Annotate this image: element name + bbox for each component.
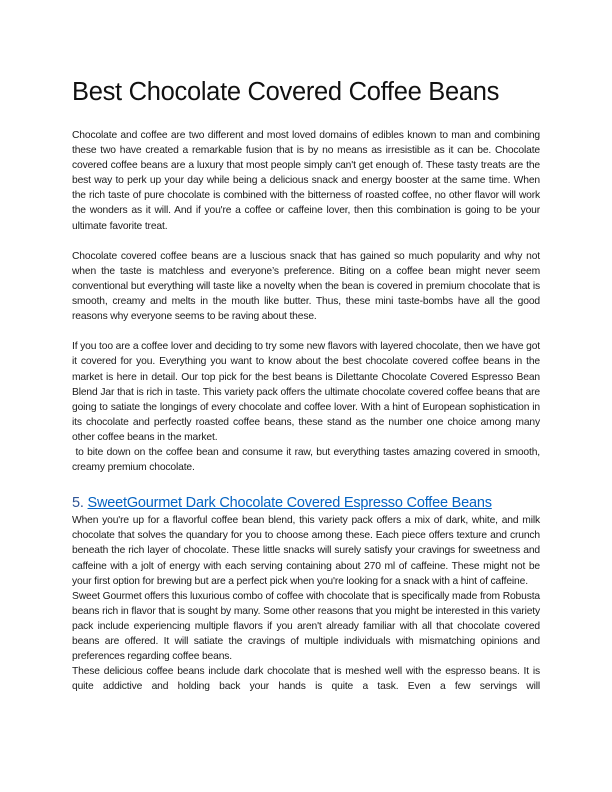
page-title: Best Chocolate Covered Coffee Beans — [72, 78, 500, 106]
section-paragraph: Sweet Gourmet offers this luxurious combo of coffee with chocolate that is specifically made from Robusta beans rich in flavor that is sought by many. Some other reasons that you might be interested in this variety pack include experiencing multiple flavors if you aren't already familiar with all that chocolate covered beans are offered. It will satiate the cravings of multiple individuals with mismatching opinions and preferences regarding coffee beans. — [72, 590, 540, 663]
intro-paragraph: Chocolate and coffee are two different and most loved domains of edibles known to man and combining these two have created a remarkable fusion that is by no means as irresistible as it can be. Chocolate covered coffee beans are a luxury that most people simply can't get enough of. These tasty treats are the best way to perk up your day while being a delicious snack and energy booster at the same time. When the rich taste of pure chocolate is combined with the bitterness of roasted coffee, no other flavor will work the wonders as it will. And if you're a coffee or caffeine lover, then this combination is going to be your ultimate favorite treat. — [72, 130, 540, 232]
paragraph-gap — [72, 324, 540, 339]
document-body — [72, 128, 543, 694]
intro-paragraph: Chocolate covered coffee beans are a luscious snack that has gained so much popularity and why not when the taste is matchless and everyone’s preference. Biting on a coffee bean might never seem conventional but everything will taste like a novelty when the bean is covered in premium chocolate that is smooth, creamy and melts in the mouth like butter. Thus, these mini taste-bombs have all the good reasons why everyone seems to be raving about these. — [72, 250, 540, 323]
product-link[interactable]: SweetGourmet Dark Chocolate Covered Espresso Coffee Beans — [87, 495, 492, 512]
paragraph-gap — [72, 475, 540, 490]
section-number: 5. — [72, 495, 84, 512]
section-heading — [72, 494, 540, 513]
section-paragraph: These delicious coffee beans include dark chocolate that is meshed well with the espresso beans. It is quite addictive and holding back your hands is quite a task. Even a few servings will — [72, 666, 540, 693]
section-paragraph: When you're up for a flavorful coffee bean blend, this variety pack offers a mix of dark, white, and milk chocolate that solves the quandary for you to choose among these. Each piece offers texture and crunch beneath the rich layer of chocolate. These little snacks will surely satisfy your cravings for sweetness and caffeine with a jolt of energy with each serving containing about 270 ml of caffeine. These might not be your first option for brewing but are a perfect pick when you're looking for a snack with a hint of caffeine. — [72, 515, 540, 587]
intro-paragraph: If you too are a coffee lover and deciding to try some new flavors with layered chocolate, then we have got it covered for you. Everything you want to know about the best chocolate covered coffee beans in the market is here in detail. Our top pick for the best beans is Dilettante Chocolate Covered Espresso Bean Blend Jar that is rich in taste. This variety pack offers the ultimate chocolate covered coffee beans that are going to satiate the longings of every chocolate and coffee lover. With a hint of European sophistication in its chocolate and perfectly roasted coffee beans, these stand as the number one choice among many other coffee beans in the market. — [72, 341, 540, 443]
paragraph-gap — [72, 234, 540, 249]
intro-paragraph: to bite down on the coffee bean and consume it raw, but everything tastes amazing covered in smooth, creamy premium chocolate. — [72, 446, 543, 474]
